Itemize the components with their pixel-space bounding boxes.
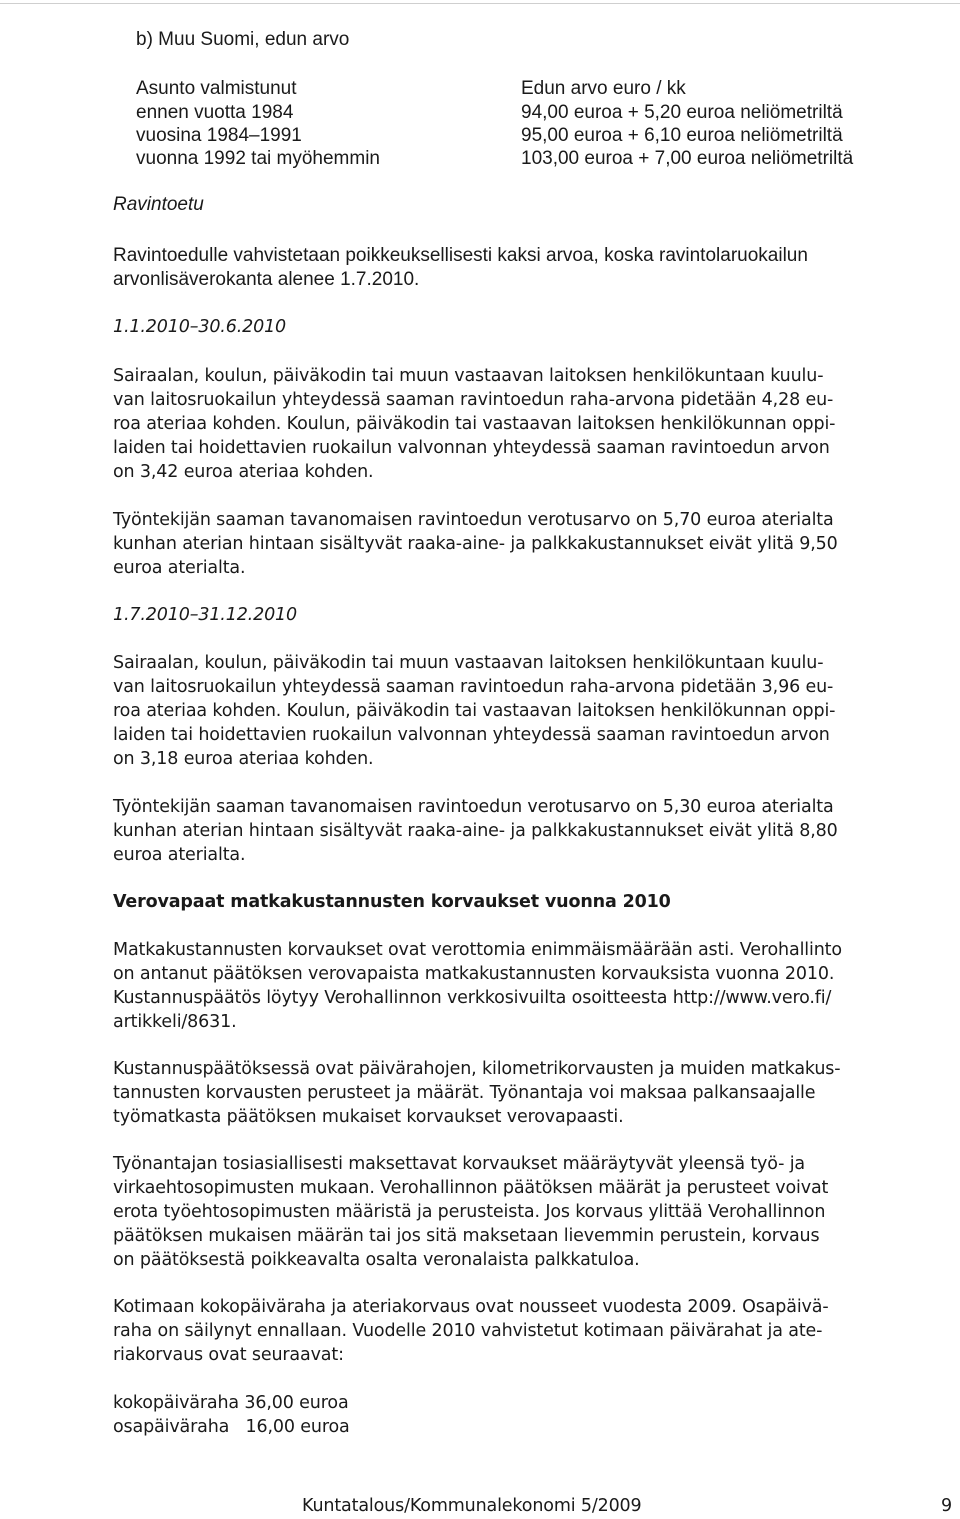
travel-para3-4: on päätöksestä poikkeavalta osalta veronalaista palkkatuloa. — [113, 1250, 640, 1270]
period2-para1-4: on 3,18 euroa ateriaa kohden. — [113, 749, 374, 769]
section-b-left-0: Asunto valmistunut — [136, 78, 297, 99]
period2-para2-1: kunhan aterian hintaan sisältyvät raaka-aine- ja palkkakustannukset eivät ylitä 8,80 — [113, 821, 838, 841]
travel-para2-2: työmatkasta päätöksen mukaiset korvaukset verovapaasti. — [113, 1107, 624, 1127]
period1-para1-0: Sairaalan, koulun, päiväkodin tai muun vastaavan laitoksen henkilökuntaan kuulu- — [113, 366, 824, 386]
allowance-full-day: kokopäiväraha 36,00 euroa — [113, 1393, 349, 1413]
travel-para4-1: raha on säilynyt ennallaan. Vuodelle 2010 vahvistetut kotimaan päivärahat ja ate- — [113, 1321, 823, 1341]
top-divider — [0, 3, 960, 4]
period2-para1-1: van laitosruokailun yhteydessä saaman ravintoedun raha-arvona pidetään 3,96 eu- — [113, 677, 834, 697]
travel-para1-1: on antanut päätöksen verovapaista matkakustannusten korvauksista vuonna 2010. — [113, 964, 835, 984]
travel-para4-0: Kotimaan kokopäiväraha ja ateriakorvaus ovat nousseet vuodesta 2009. Osapäivä- — [113, 1297, 829, 1317]
travel-para1-2: Kustannuspäätös löytyy Verohallinnon verkkosivuilta osoitteesta http://www.vero.fi/ — [113, 988, 832, 1008]
travel-title: Verovapaat matkakustannusten korvaukset vuonna 2010 — [113, 892, 671, 912]
travel-para1-0: Matkakustannusten korvaukset ovat verottomia enimmäismäärään asti. Verohallinto — [113, 940, 842, 960]
period2-title: 1.7.2010–31.12.2010 — [113, 605, 298, 625]
travel-para2-1: tannusten korvausten perusteet ja määrät. Työnantaja voi maksaa palkansaajalle — [113, 1083, 816, 1103]
period1-para2-2: euroa aterialta. — [113, 558, 246, 578]
section-b-left-2: vuosina 1984–1991 — [136, 125, 302, 146]
travel-para3-3: päätöksen mukaisen määrän tai jos sitä maksetaan lievemmin perustein, korvaus — [113, 1226, 820, 1246]
section-b-left-3: vuonna 1992 tai myöhemmin — [136, 148, 380, 169]
travel-para3-0: Työnantajan tosiasiallisesti maksettavat korvaukset määräytyvät yleensä työ- ja — [113, 1154, 805, 1174]
period1-para1-4: on 3,42 euroa ateriaa kohden. — [113, 462, 374, 482]
travel-para2-0: Kustannuspäätöksessä ovat päivärahojen, kilometrikorvausten ja muiden matkakus- — [113, 1059, 841, 1079]
section-b-right-3: 103,00 euroa + 7,00 euroa neliömetriltä — [521, 148, 854, 169]
ravintoetu-intro-0: Ravintoedulle vahvistetaan poikkeuksellisesti kaksi arvoa, koska ravintolaruokailun — [113, 245, 808, 266]
section-b-right-2: 95,00 euroa + 6,10 euroa neliömetriltä — [521, 125, 843, 146]
period1-para1-3: laiden tai hoidettavien ruokailun valvonnan yhteydessä saaman ravintoedun arvon — [113, 438, 830, 458]
period1-title: 1.1.2010–30.6.2010 — [113, 317, 287, 337]
section-b-right-1: 94,00 euroa + 5,20 euroa neliömetriltä — [521, 102, 843, 123]
travel-para3-1: virkaehtosopimusten mukaan. Verohallinnon päätöksen määrät ja perusteet voivat — [113, 1178, 829, 1198]
footer-publication: Kuntatalous/Kommunalekonomi 5/2009 — [302, 1496, 642, 1516]
period1-para2-1: kunhan aterian hintaan sisältyvät raaka-aine- ja palkkakustannukset eivät ylitä 9,50 — [113, 534, 838, 554]
section-b-left-1: ennen vuotta 1984 — [136, 102, 294, 123]
section-b-heading: b) Muu Suomi, edun arvo — [136, 29, 350, 50]
period1-para1-1: van laitosruokailun yhteydessä saaman ravintoedun raha-arvona pidetään 4,28 eu- — [113, 390, 834, 410]
period1-para1-2: roa ateriaa kohden. Koulun, päiväkodin tai vastaavan laitoksen henkilökunnan oppi- — [113, 414, 836, 434]
period2-para1-0: Sairaalan, koulun, päiväkodin tai muun vastaavan laitoksen henkilökuntaan kuulu- — [113, 653, 824, 673]
period2-para1-3: laiden tai hoidettavien ruokailun valvonnan yhteydessä saaman ravintoedun arvon — [113, 725, 830, 745]
allowance-part-day: osapäiväraha 16,00 euroa — [113, 1417, 350, 1437]
travel-para1-3: artikkeli/8631. — [113, 1012, 237, 1032]
period2-para1-2: roa ateriaa kohden. Koulun, päiväkodin tai vastaavan laitoksen henkilökunnan oppi- — [113, 701, 836, 721]
footer-page-number: 9 — [941, 1496, 952, 1516]
ravintoetu-title: Ravintoetu — [113, 194, 204, 215]
travel-para4-2: riakorvaus ovat seuraavat: — [113, 1345, 344, 1365]
section-b-right-0: Edun arvo euro / kk — [521, 78, 686, 99]
ravintoetu-intro-1: arvonlisäverokanta alenee 1.7.2010. — [113, 269, 420, 290]
travel-para3-2: erota työehtosopimusten määristä ja perusteista. Jos korvaus ylittää Verohallinnon — [113, 1202, 826, 1222]
period2-para2-2: euroa aterialta. — [113, 845, 246, 865]
period2-para2-0: Työntekijän saaman tavanomaisen ravintoedun verotusarvo on 5,30 euroa aterialta — [113, 797, 834, 817]
period1-para2-0: Työntekijän saaman tavanomaisen ravintoedun verotusarvo on 5,70 euroa aterialta — [113, 510, 834, 530]
